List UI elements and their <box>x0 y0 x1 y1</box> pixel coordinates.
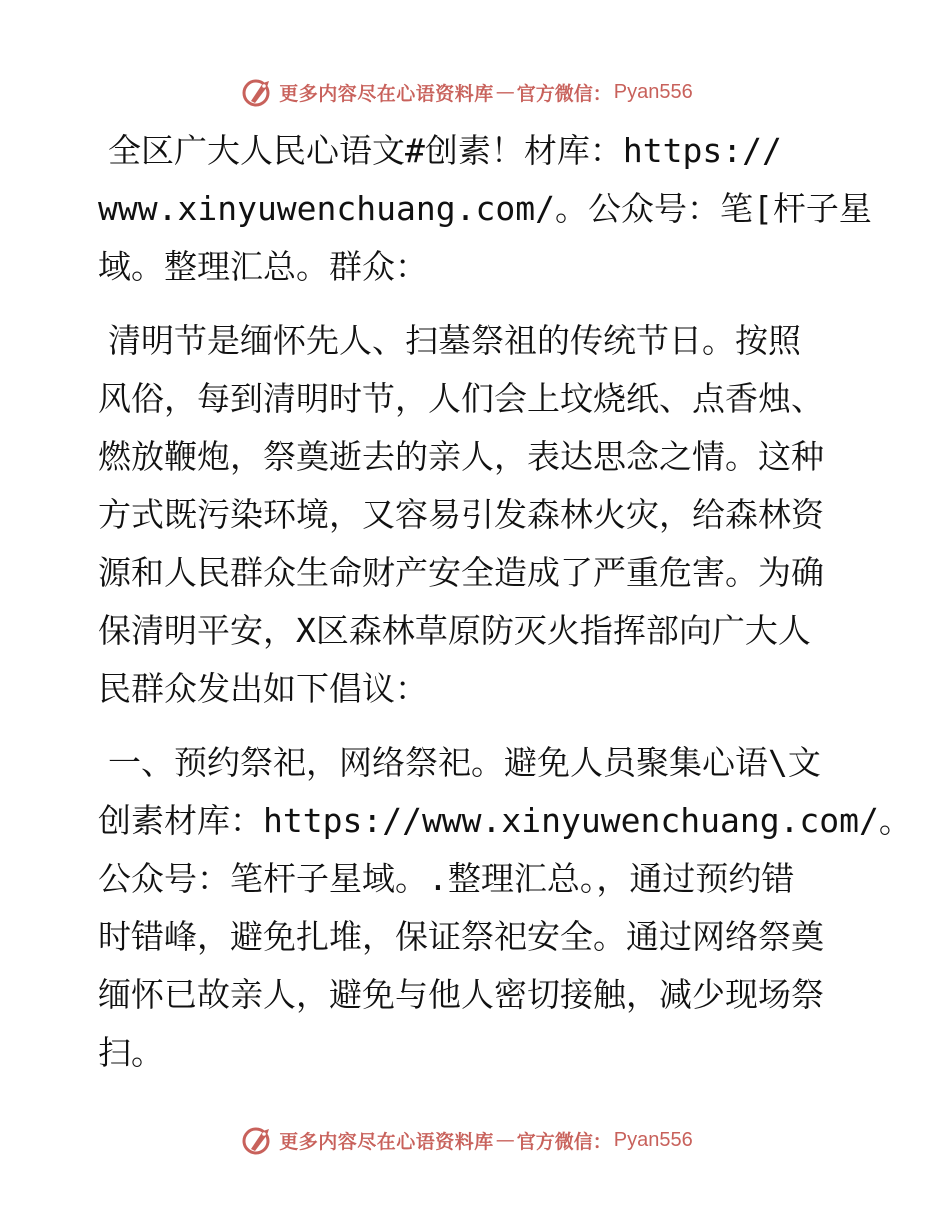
header-banner-label: 官方微信： <box>516 82 612 105</box>
footer-banner-text: 更多内容尽在心语资料库 <box>279 1130 494 1153</box>
paragraph-intro <box>98 122 872 296</box>
text-line: 风俗，每到清明时节，人们会上坟烧纸、点香烛、 <box>98 379 824 418</box>
paragraph-item-one <box>98 734 912 1082</box>
text-line: 扫。 <box>98 1033 164 1072</box>
paragraph-background <box>98 312 858 718</box>
text-line: 时错峰，避免扎堆，保证祭祀安全。通过网络祭奠 <box>98 917 824 956</box>
document-body <box>98 122 912 1098</box>
header-banner-dash: — <box>495 81 515 103</box>
text-line: www.xinyuwenchuang.com/。公众号：笔[杆子星 <box>98 189 872 228</box>
text-line: 民群众发出如下倡议： <box>98 669 428 708</box>
text-line: 一、预约祭祀，网络祭祀。避免人员聚集心语\文 <box>108 743 821 782</box>
header-banner-inner <box>241 75 693 109</box>
header-banner-text: 更多内容尽在心语资料库 <box>279 82 494 105</box>
text-line: 保清明平安，X区森林草原防灭火指挥部向广大人 <box>98 611 811 650</box>
pen-nib-logo-icon <box>241 1123 275 1157</box>
text-line: 清明节是缅怀先人、扫墓祭祖的传统节日。按照 <box>108 321 801 360</box>
header-wechat-id: Pyan556 <box>613 80 693 103</box>
text-line: 域。整理汇总。群众： <box>98 247 428 286</box>
footer-wechat-id: Pyan556 <box>613 1128 693 1151</box>
footer-banner-inner <box>241 1123 693 1157</box>
text-line: 全区广大人民心语文#创素！材库：https:// <box>108 131 782 170</box>
footer-banner-dash: — <box>495 1129 515 1151</box>
header-banner <box>0 70 950 114</box>
pen-nib-logo-icon <box>241 75 275 109</box>
footer-banner-label: 官方微信： <box>516 1130 612 1153</box>
text-line: 源和人民群众生命财产安全造成了严重危害。为确 <box>98 553 824 592</box>
text-line: 方式既污染环境，又容易引发森林火灾，给森林资 <box>98 495 824 534</box>
footer-banner <box>0 1118 950 1162</box>
text-line: 创素材库：https://www.xinyuwenchuang.com/。 <box>98 801 912 840</box>
text-line: 燃放鞭炮，祭奠逝去的亲人，表达思念之情。这种 <box>98 437 824 476</box>
text-line: 公众号：笔杆子星域。.整理汇总。，通过预约错 <box>98 859 795 898</box>
text-line: 缅怀已故亲人，避免与他人密切接触，减少现场祭 <box>98 975 824 1014</box>
